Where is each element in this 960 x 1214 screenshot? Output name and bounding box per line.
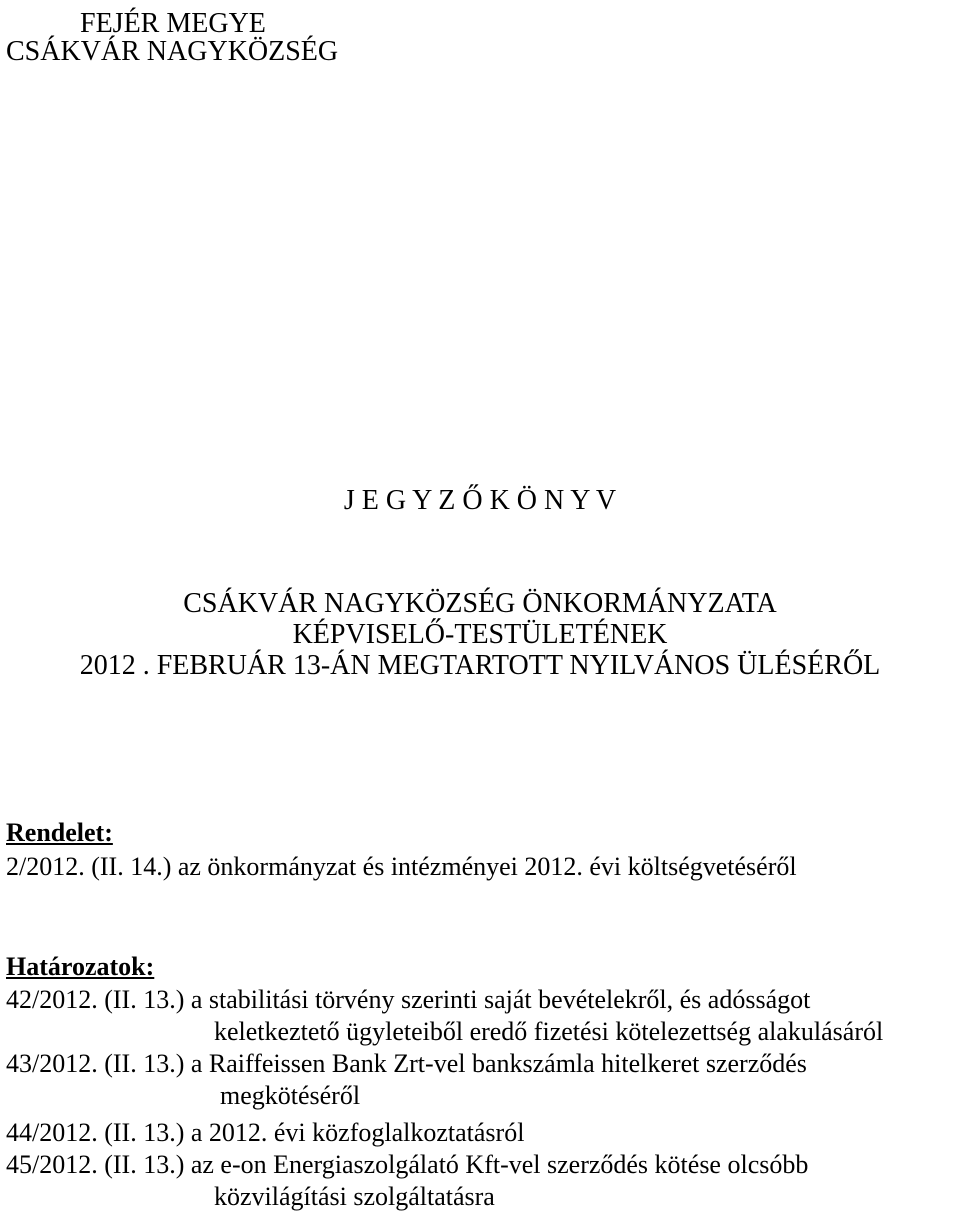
hatarozat-45-line-1: 45/2012. (II. 13.) az e-on Energiaszolgálató Kft-vel szerződés kötése olcsóbb xyxy=(6,1150,809,1179)
subtitle-line-2: KÉPVISELŐ-TESTÜLETÉNEK xyxy=(292,619,668,650)
municipality-heading: CSÁKVÁR NAGYKÖZSÉG xyxy=(6,36,339,67)
rendelet-label: Rendelet: xyxy=(6,818,113,847)
subtitle-line-1: CSÁKVÁR NAGYKÖZSÉG ÖNKORMÁNYZATA xyxy=(183,588,777,619)
hatarozat-44-line-1: 44/2012. (II. 13.) a 2012. évi közfoglalkoztatásról xyxy=(6,1118,525,1147)
hatarozat-45-line-2: közvilágítási szolgáltatásra xyxy=(214,1182,495,1211)
hatarozat-42-line-1: 42/2012. (II. 13.) a stabilitási törvény szerinti saját bevételekről, és adósságot xyxy=(6,985,811,1014)
hatarozatok-label: Határozatok: xyxy=(6,952,155,981)
hatarozat-43-line-1: 43/2012. (II. 13.) a Raiffeissen Bank Zrt-vel bankszámla hitelkeret szerződés xyxy=(6,1049,807,1078)
hatarozat-43-line-2: megkötéséről xyxy=(220,1081,361,1110)
subtitle-line-3: 2012 . FEBRUÁR 13-ÁN MEGTARTOTT NYILVÁNOS ÜLÉSÉRŐL xyxy=(79,650,881,681)
county-heading: FEJÉR MEGYE xyxy=(80,8,266,39)
document-title: J E G Y Z Ő K Ö N Y V xyxy=(343,485,617,516)
hatarozat-42-line-2: keletkeztető ügyleteiből eredő fizetési kötelezettség alakulásáról xyxy=(214,1017,884,1046)
rendelet-item: 2/2012. (II. 14.) az önkormányzat és intézményei 2012. évi költségvetéséről xyxy=(6,852,797,881)
